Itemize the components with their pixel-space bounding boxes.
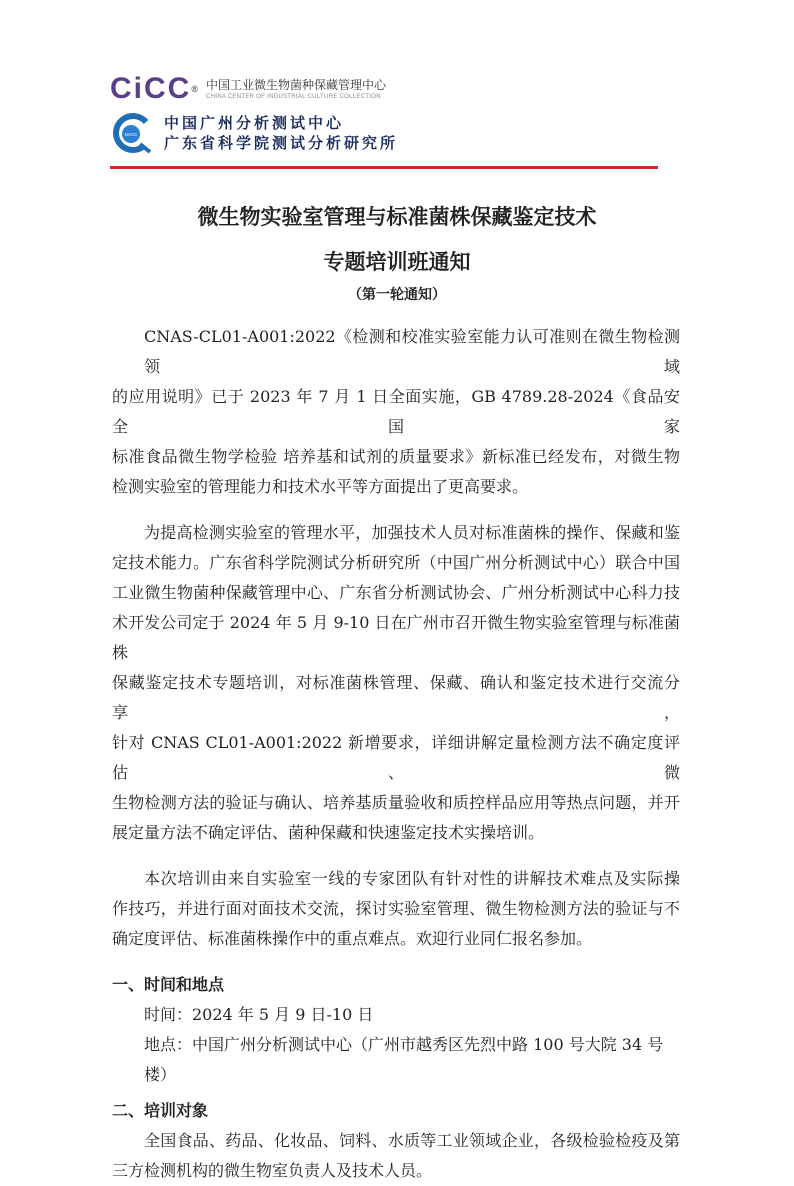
- magnifier-logo-icon: [110, 112, 154, 156]
- section-2-line: 全国食品、药品、化妆品、饲料、水质等工业领域企业，各级检验检疫及第: [144, 1131, 680, 1150]
- paragraph-line: 确定度评估、标准菌株操作中的重点难点。欢迎行业同仁报名参加。: [112, 929, 593, 948]
- document-body: [112, 322, 680, 1186]
- cicc-logo-text: CiCC: [110, 72, 192, 105]
- registered-mark-icon: ®: [191, 84, 200, 94]
- paragraph-line: 展定量方法不确定评估、菌种保藏和快速鉴定技术实操培训。: [112, 823, 545, 842]
- subtitle: （第一轮通知）: [348, 287, 446, 303]
- paragraph-line: 工业微生物菌种保藏管理中心、广东省分析测试协会、广州分析测试中心科力技: [112, 583, 680, 602]
- cicc-logo-mark: [110, 72, 200, 106]
- title-line-1: 微生物实验室管理与标准菌株保藏鉴定技术: [197, 204, 597, 229]
- gz-logo-text: NACC: [124, 132, 138, 137]
- title-line-2: 专题培训班通知: [323, 249, 471, 274]
- cicc-name-cn: 中国工业微生物菌种保藏管理中心: [205, 77, 386, 92]
- paragraph-line: 的应用说明》已于 2023 年 7 月 1 日全面实施，GB 4789.28-2024《食品安全国家: [112, 387, 680, 436]
- paragraph-line: 检测实验室的管理能力和技术水平等方面提出了更高要求。: [112, 477, 529, 496]
- paragraph: [112, 864, 680, 954]
- cicc-name-en: CHINA CENTER OF INDUSTRIAL CULTURE COLLECTION: [205, 93, 381, 100]
- paragraph: [112, 518, 680, 848]
- paragraph-line: 针对 CNAS CL01-A001:2022 新增要求，详细讲解定量检测方法不确定度评估、微: [112, 733, 680, 782]
- header-divider: [110, 166, 658, 169]
- section-1-time: 时间：2024 年 5 月 9 日-10 日: [144, 1005, 374, 1024]
- paragraph-line: 为提高检测实验室的管理水平，加强技术人员对标准菌株的操作、保藏和鉴: [144, 523, 680, 542]
- gz-name-1: 中国广州分析测试中心: [164, 115, 345, 132]
- body-paragraphs: [112, 322, 680, 954]
- section-1-place: 地点：中国广州分析测试中心（广州市越秀区先烈中路 100 号大院 34 号楼）: [144, 1035, 664, 1084]
- paragraph-line: 作技巧，并进行面对面技术交流，探讨实验室管理、微生物检测方法的验证与不: [112, 899, 680, 918]
- gz-name-2: 广东省科学院测试分析研究所: [164, 135, 399, 152]
- paragraph-line: 标准食品微生物学检验 培养基和试剂的质量要求》新标准已经发布，对微生物: [112, 447, 680, 466]
- paragraph: [112, 322, 680, 502]
- section-2-heading: 二、培训对象: [112, 1101, 209, 1120]
- paragraph-line: 本次培训由来自实验室一线的专家团队有针对性的讲解技术难点及实际操: [144, 869, 680, 888]
- cicc-logo: [110, 72, 386, 106]
- section-2-line: 三方检测机构的微生物室负责人及技术人员。: [112, 1161, 433, 1180]
- paragraph-line: 保藏鉴定技术专题培训，对标准菌株管理、保藏、确认和鉴定技术进行交流分享，: [112, 673, 680, 722]
- section-1-heading: 一、时间和地点: [112, 975, 225, 994]
- paragraph-line: CNAS-CL01-A001:2022《检测和校准实验室能力认可准则在微生物检测领域: [144, 327, 680, 376]
- paragraph-line: 定技术能力。广东省科学院测试分析研究所（中国广州分析测试中心）联合中国: [112, 553, 680, 572]
- gz-logo: [110, 112, 398, 156]
- paragraph-line: 术开发公司定于 2024 年 5 月 9-10 日在广州市召开微生物实验室管理与标准菌株: [112, 613, 680, 662]
- paragraph-line: 生物检测方法的验证与确认、培养基质量验收和质控样品应用等热点问题，并开: [112, 793, 680, 812]
